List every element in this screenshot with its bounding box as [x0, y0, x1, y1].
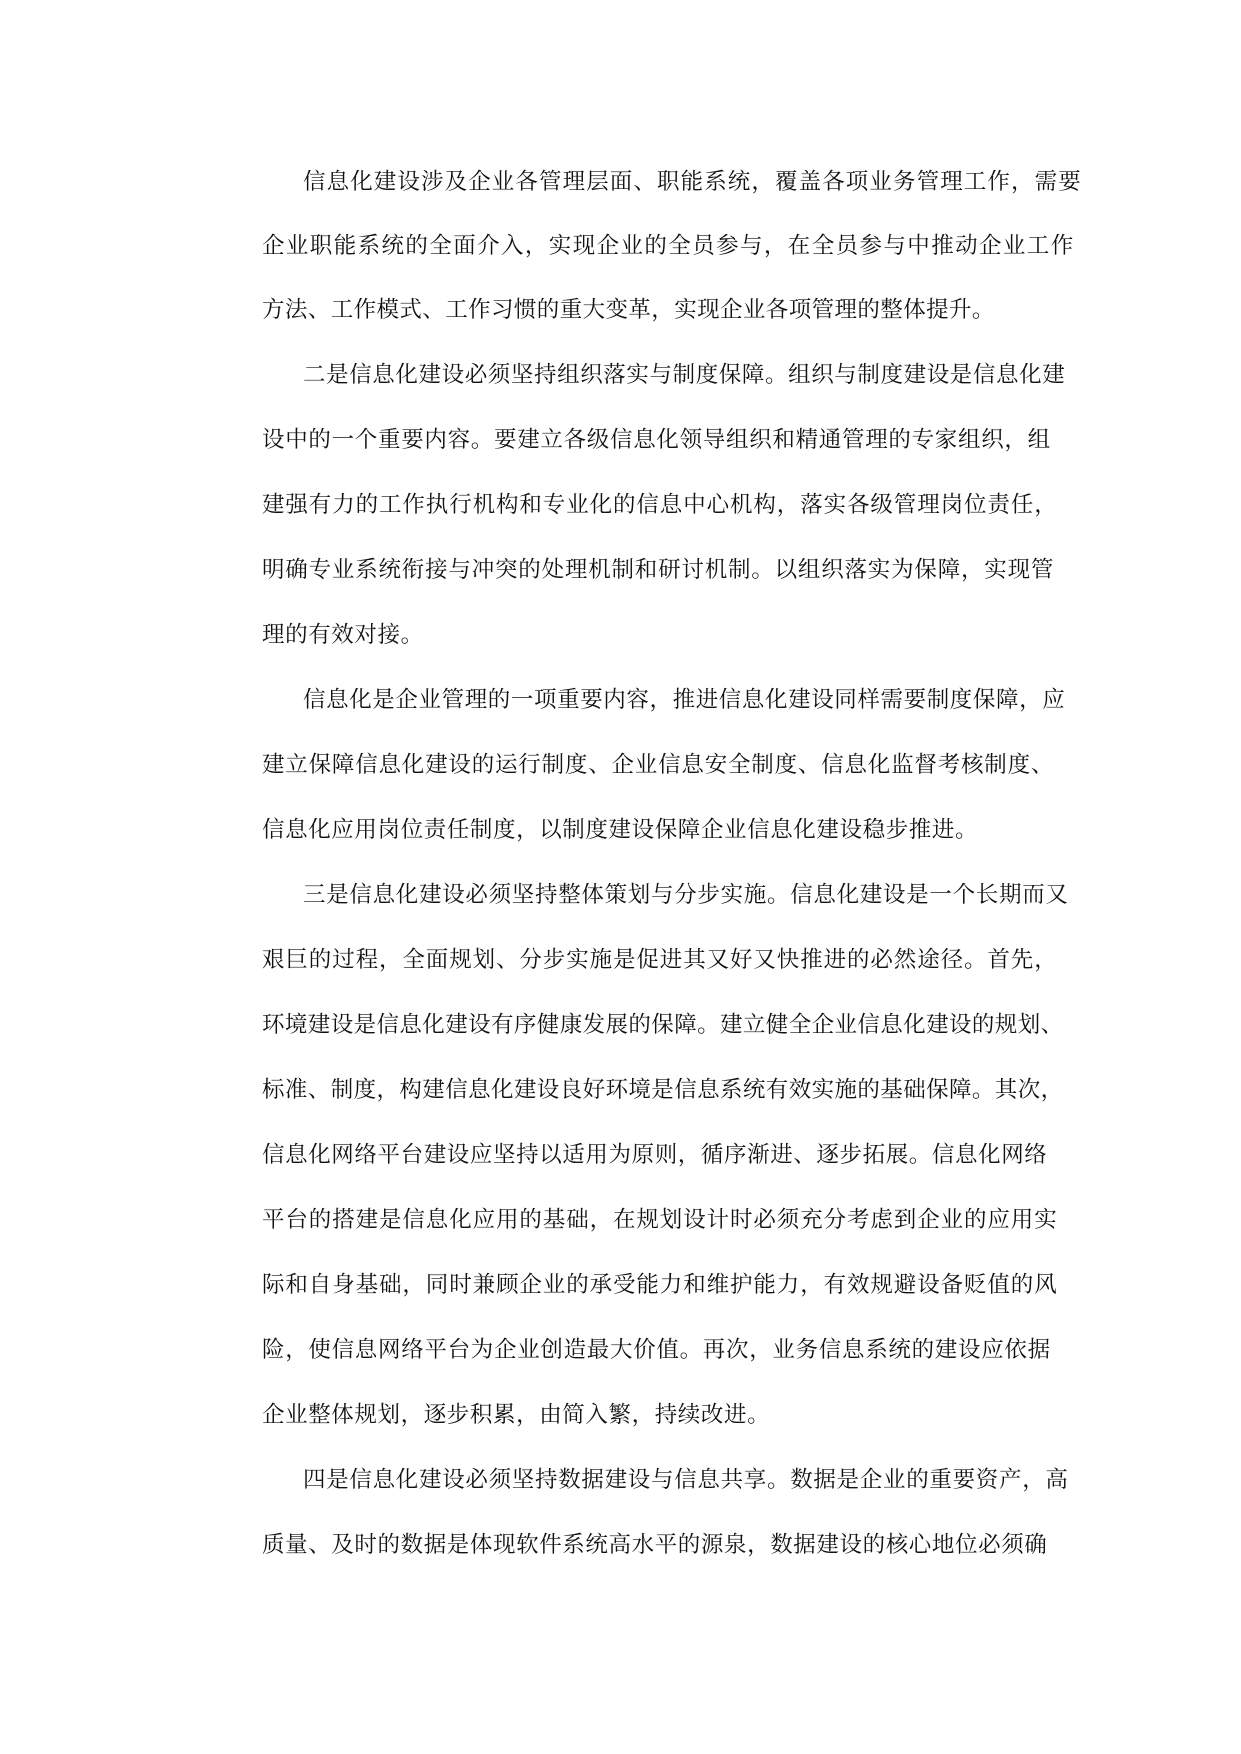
text-line: 建强有力的工作执行机构和专业化的信息中心机构，落实各级管理岗位责任， — [262, 492, 1058, 518]
text-line: 企业整体规划，逐步积累，由简入繁，持续改进。 — [262, 1402, 771, 1428]
text-line: 质量、及时的数据是体现软件系统高水平的源泉，数据建设的核心地位必须确 — [262, 1532, 1048, 1558]
text-line: 设中的一个重要内容。要建立各级信息化领导组织和精通管理的专家组织，组 — [262, 427, 1051, 453]
text-line: 信息化是企业管理的一项重要内容，推进信息化建设同样需要制度保障，应 — [303, 687, 1066, 713]
text-line: 信息化网络平台建设应坚持以适用为原则，循序渐进、逐步拓展。信息化网络 — [262, 1142, 1048, 1168]
text-line: 四是信息化建设必须坚持数据建设与信息共享。数据是企业的重要资产，高 — [303, 1467, 1069, 1493]
text-line: 明确专业系统衔接与冲突的处理机制和研讨机制。以组织落实为保障，实现管 — [262, 557, 1055, 583]
text-line: 环境建设是信息化建设有序健康发展的保障。建立健全企业信息化建设的规划、 — [262, 1012, 1064, 1038]
text-line: 二是信息化建设必须坚持组织落实与制度保障。组织与制度建设是信息化建 — [303, 362, 1066, 388]
text-line: 理的有效对接。 — [262, 622, 424, 648]
text-line: 险，使信息网络平台为企业创造最大价值。再次，业务信息系统的建设应依据 — [262, 1337, 1051, 1363]
text-line: 企业职能系统的全面介入，实现企业的全员参与，在全员参与中推动企业工作 — [262, 233, 1075, 259]
text-line: 际和自身基础，同时兼顾企业的承受能力和维护能力，有效规避设备贬值的风 — [262, 1272, 1058, 1298]
text-line: 三是信息化建设必须坚持整体策划与分步实施。信息化建设是一个长期而又 — [303, 882, 1069, 908]
text-line: 平台的搭建是信息化应用的基础，在规划设计时必须充分考虑到企业的应用实 — [262, 1207, 1058, 1233]
text-line: 艰巨的过程，全面规划、分步实施是促进其又好又快推进的必然途径。首先， — [262, 947, 1058, 973]
text-line: 方法、工作模式、工作习惯的重大变革，实现企业各项管理的整体提升。 — [262, 297, 995, 323]
text-line: 信息化应用岗位责任制度，以制度建设保障企业信息化建设稳步推进。 — [262, 817, 979, 843]
text-line: 建立保障信息化建设的运行制度、企业信息安全制度、信息化监督考核制度、 — [262, 752, 1055, 778]
text-line: 信息化建设涉及企业各管理层面、职能系统，覆盖各项业务管理工作，需要 — [303, 169, 1082, 195]
text-line: 标准、制度，构建信息化建设良好环境是信息系统有效实施的基础保障。其次， — [262, 1077, 1064, 1103]
